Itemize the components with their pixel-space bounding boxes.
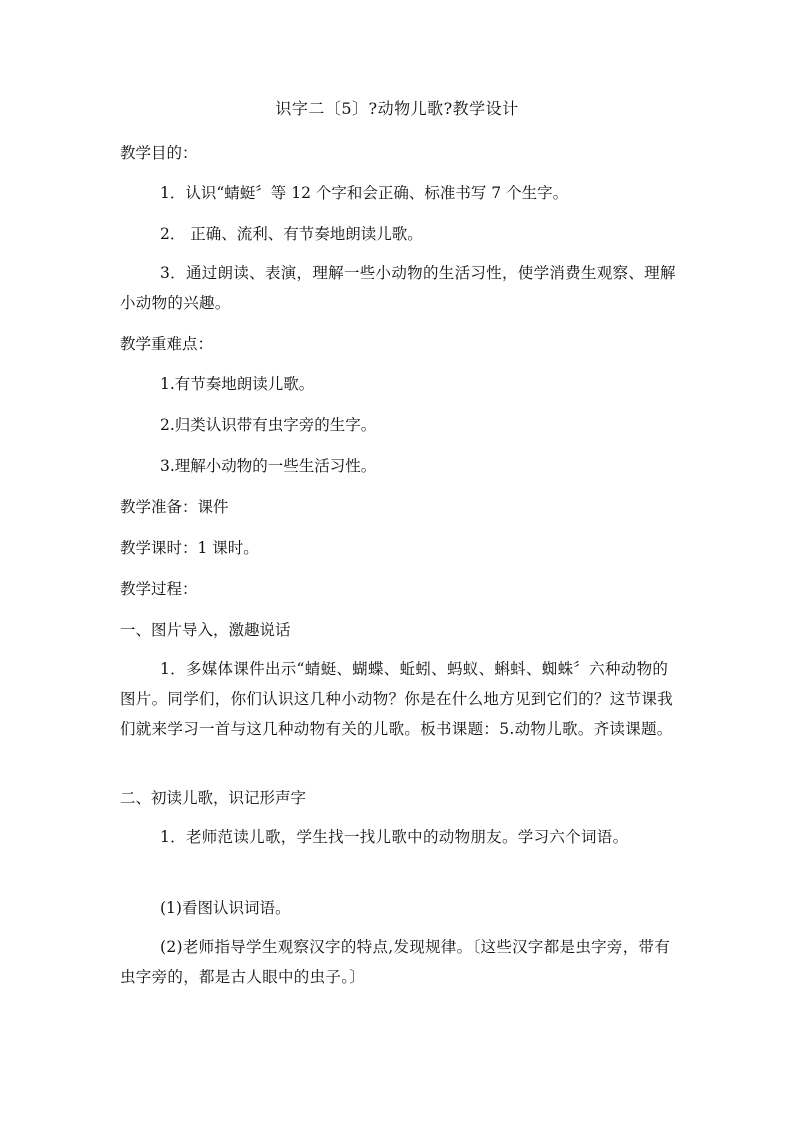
step-1-line: (1)看图认识词语。: [160, 899, 291, 917]
key-point-item-1: 1.有节奏地朗读儿歌。: [160, 375, 315, 393]
document-title: 识字二〔5〕?动物儿歌?教学设计: [275, 99, 519, 118]
section-1-heading: 一、图片导入，激趣说话: [120, 621, 291, 639]
process-heading: 教学过程：: [120, 580, 198, 598]
section-1-paragraph: 1．多媒体课件出示“蜻蜓、蝴蝶、蚯蚓、蚂蚁、蝌蚪、蜘蛛〞六种动物的图片。同学们，你们认识这几种小动物？你是在什么地方见到它们的？这节课我们就来学习一首与这几种动物有关的儿歌。板书课题：5.动物儿歌。齐读课题。: [120, 660, 674, 738]
goal-item-1: 1．认识“蜻蜓〞等 12 个字和会正确、标准书写 7 个生字。: [160, 184, 569, 202]
key-points-heading: 教学重难点：: [120, 335, 214, 353]
step-2-paragraph: (2)老师指导学生观察汉字的特点,发现规律。〔这些汉字都是虫字旁，带有虫字旁的，都是古人眼中的虫子。〕: [120, 938, 671, 986]
goal-item-2: 2． 正确、流利、有节奏地朗读儿歌。: [160, 225, 423, 243]
section-2-paragraph: 1．老师范读儿歌，学生找一找儿歌中的动物朋友。学习六个词语。: [160, 828, 629, 846]
key-point-item-2: 2.归类认识带有虫字旁的生字。: [160, 416, 377, 434]
section-2-heading: 二、初读儿歌，识记形声字: [120, 789, 307, 807]
goal-item-3: 3．通过朗读、表演，理解一些小动物的生活习性，使学消费生观察、理解小动物的兴趣。: [120, 264, 676, 312]
key-point-item-3: 3.理解小动物的一些生活习性。: [160, 457, 377, 475]
goals-heading: 教学目的：: [120, 144, 198, 162]
class-hours-line: 教学课时：1 课时。: [120, 539, 259, 557]
preparation-line: 教学准备：课件: [120, 498, 229, 516]
